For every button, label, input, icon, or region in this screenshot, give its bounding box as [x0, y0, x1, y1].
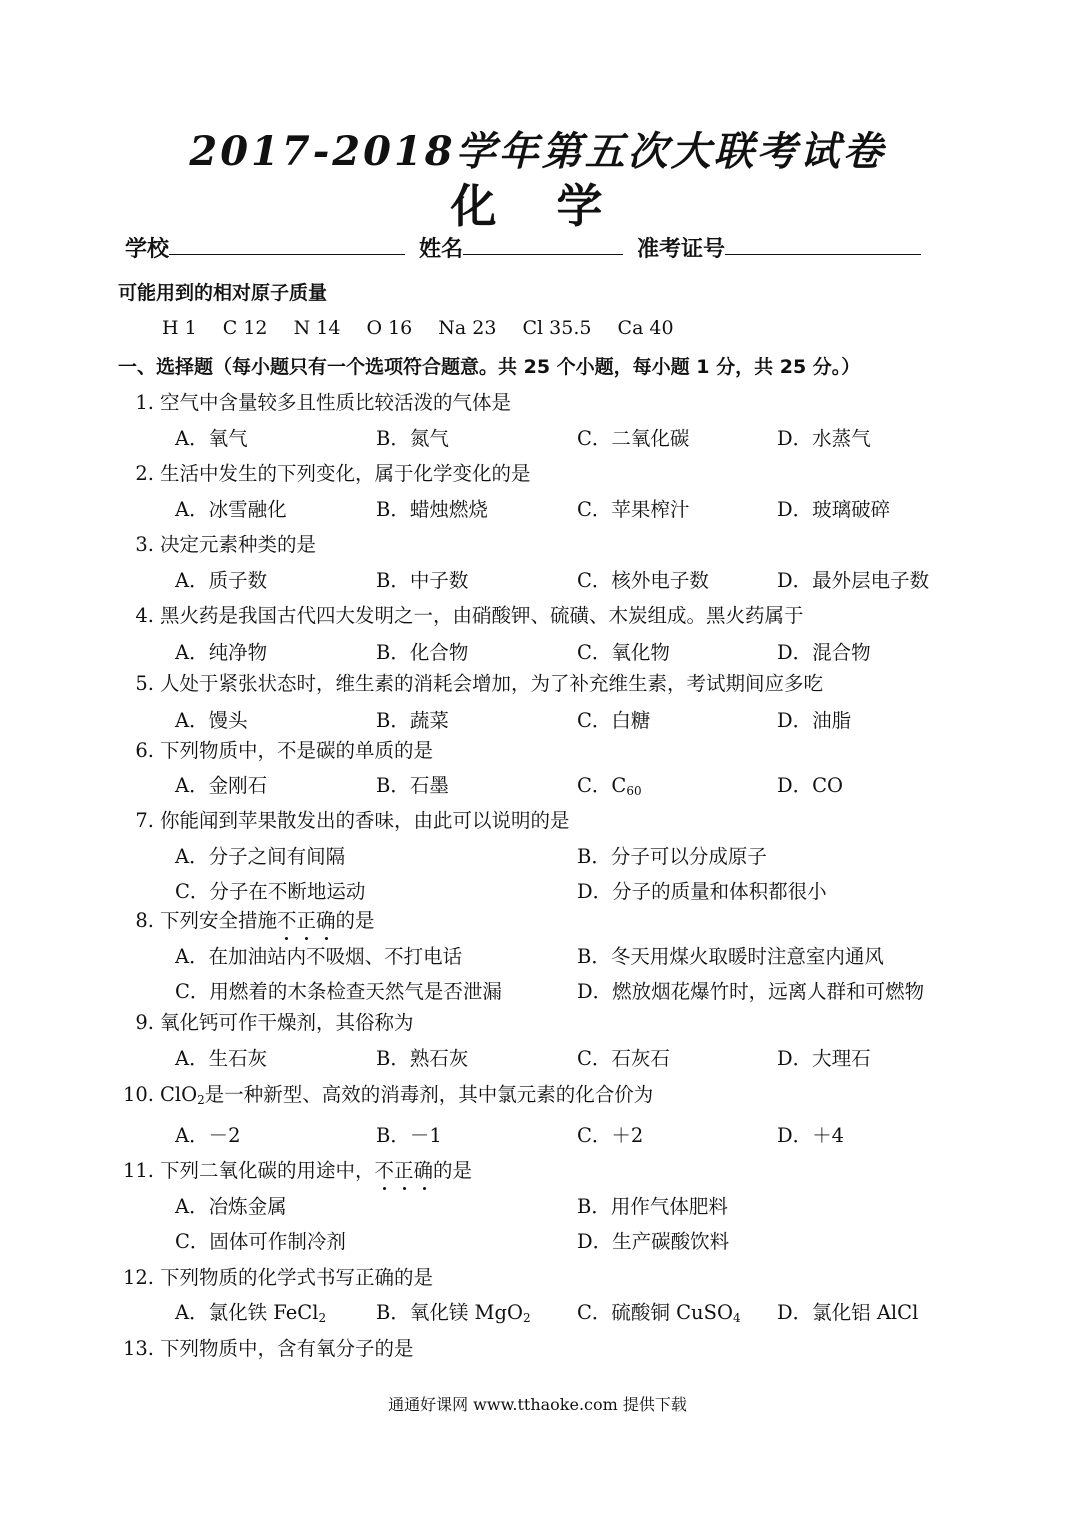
emphasis-dot	[285, 937, 288, 940]
question-text: 下列物质中，不是碳的单质的是	[160, 739, 434, 762]
question-stem	[110, 458, 531, 486]
option: C．固体可作制冷剂	[175, 1230, 346, 1253]
option: C．石灰石	[577, 1047, 670, 1070]
option: A．氧气	[175, 427, 248, 450]
atomic-mass-heading: 可能用到的相对原子质量	[118, 282, 328, 304]
subscript: 2	[318, 1311, 327, 1325]
question-text: 下列二氧化碳的用途中，	[160, 1159, 375, 1182]
option: D．燃放烟花爆竹时，远离人群和可燃物	[577, 980, 925, 1003]
name-label: 姓名	[419, 237, 464, 262]
option: B．化合物	[376, 641, 469, 664]
exam-title: 2017-2018学年第五次大联考试卷	[189, 128, 886, 175]
question-stem	[110, 905, 375, 933]
option: C．白糖	[577, 709, 651, 732]
option: B．蔬菜	[376, 709, 449, 732]
option: D．水蒸气	[777, 427, 871, 450]
option: D．油脂	[777, 709, 852, 732]
question-text: 你能闻到苹果散发出的香味，由此可以说明的是	[160, 809, 570, 832]
option: B．用作气体肥料	[577, 1195, 728, 1218]
question-text: 氧化钙可作干燥剂，其俗称为	[160, 1011, 414, 1034]
question-text: 的是	[335, 909, 375, 932]
option: A．纯净物	[175, 641, 268, 664]
emphasis-dot	[325, 937, 328, 940]
atomic-mass-item: O 16	[366, 317, 413, 339]
question-stem	[110, 1079, 653, 1107]
option: C．用燃着的木条检查天然气是否泄漏	[175, 980, 502, 1003]
subscript: 4	[732, 1311, 741, 1325]
emphasized-text	[375, 1159, 434, 1182]
option-text: C．硫酸铜 CuSO	[577, 1301, 733, 1324]
atomic-mass-item: N 14	[293, 317, 341, 339]
exam-id-label: 准考证号	[637, 237, 726, 262]
option: B．石墨	[376, 774, 449, 797]
subscript: 2	[522, 1311, 531, 1325]
atomic-mass-item: Ca 40	[617, 317, 674, 339]
option: A．－2	[175, 1124, 241, 1147]
atomic-mass-item: Na 23	[438, 317, 497, 339]
option: A．冶炼金属	[175, 1195, 287, 1218]
emphasized-text	[277, 909, 336, 932]
option: B．氮气	[376, 427, 449, 450]
option	[577, 770, 642, 798]
option-text: A．氯化铁 FeCl	[175, 1301, 319, 1324]
question-text: 下列物质中，含有氧分子的是	[160, 1337, 414, 1360]
question-text: 下列物质的化学式书写正确的是	[160, 1266, 434, 1289]
question-number: 10.	[122, 1083, 154, 1106]
emphasis-dot	[305, 937, 308, 940]
school-blank[interactable]	[169, 232, 405, 255]
option-text: B．氧化镁 MgO	[376, 1301, 523, 1324]
atomic-mass-list	[162, 317, 694, 339]
question-number: 13.	[122, 1337, 154, 1360]
option: C．氧化物	[577, 641, 670, 664]
question-text: 空气中含量较多且性质比较活泼的气体是	[160, 391, 512, 414]
question-text: 生活中发生的下列变化，属于化学变化的是	[160, 462, 531, 485]
question-number: 7.	[135, 809, 154, 832]
question-stem	[110, 529, 316, 557]
option: A．在加油站内不吸烟、不打电话	[175, 945, 463, 968]
emphasis-text: 不正确	[374, 1159, 434, 1182]
question-number: 8.	[135, 909, 154, 932]
option: A．质子数	[175, 569, 268, 592]
option: D．生产碳酸饮料	[577, 1230, 730, 1253]
option: C．苹果榨汁	[577, 498, 690, 521]
question-number: 5.	[135, 672, 154, 695]
option: D．CO	[777, 774, 844, 797]
option	[376, 1297, 531, 1325]
question-number: 9.	[135, 1011, 154, 1034]
question-text: 的是	[433, 1159, 473, 1182]
atomic-mass-item: C 12	[222, 317, 268, 339]
option: C．分子在不断地运动	[175, 880, 366, 903]
option: A．冰雪融化	[175, 498, 287, 521]
option: B．熟石灰	[376, 1047, 469, 1070]
question-text: 人处于紧张状态时，维生素的消耗会增加，为了补充维生素，考试期间应多吃	[160, 672, 824, 695]
question-number: 6.	[135, 739, 154, 762]
question-number: 11.	[122, 1159, 154, 1182]
option: A．金刚石	[175, 774, 268, 797]
question-stem	[110, 600, 804, 628]
section-heading: 一、选择题（每小题只有一个选项符合题意。共 25 个小题，每小题 1 分，共 25 分。）	[118, 356, 861, 378]
option: B．中子数	[376, 569, 469, 592]
option: D．＋4	[777, 1124, 845, 1147]
question-stem	[110, 1007, 414, 1035]
question-text: 决定元素种类的是	[160, 533, 317, 556]
question-stem	[110, 805, 570, 833]
question-text: 黑火药是我国古代四大发明之一，由硝酸钾、硫磺、木炭组成。黑火药属于	[160, 604, 804, 627]
question-number: 12.	[122, 1266, 154, 1289]
emphasis-text: 不正确	[277, 909, 336, 932]
formula-text: ClO	[160, 1083, 198, 1106]
option: C．二氧化碳	[577, 427, 690, 450]
option: A．馒头	[175, 709, 248, 732]
option: B．－1	[376, 1124, 442, 1147]
option: D．混合物	[777, 641, 871, 664]
question-number: 3.	[135, 533, 154, 556]
question-number: 2.	[135, 462, 154, 485]
option: B．分子可以分成原子	[577, 845, 767, 868]
option: D．玻璃破碎	[777, 498, 891, 521]
option	[175, 1297, 326, 1325]
question-text: 下列安全措施	[160, 909, 278, 932]
question-stem	[110, 1333, 414, 1361]
emphasis-dot	[403, 1187, 406, 1190]
question-number: 4.	[135, 604, 154, 627]
question-text: 是一种新型、高效的消毒剂，其中氯元素的化合价为	[204, 1083, 654, 1106]
option: D．最外层电子数	[777, 569, 930, 592]
question-stem	[110, 668, 823, 696]
option: D．大理石	[777, 1047, 871, 1070]
option: C．核外电子数	[577, 569, 709, 592]
page-footer: 通通好课网 www.tthaoke.com 提供下载	[388, 1395, 687, 1414]
option-text: C．C	[577, 774, 627, 797]
subscript: 60	[626, 784, 642, 798]
subject-title: 化 学	[450, 179, 625, 233]
question-stem	[110, 1262, 433, 1290]
student-info-line	[125, 232, 935, 263]
option: D．分子的质量和体积都很小	[577, 880, 827, 903]
school-label: 学校	[125, 237, 170, 262]
question-stem	[110, 387, 511, 415]
option	[577, 1297, 741, 1325]
exam-id-blank[interactable]	[725, 232, 921, 255]
option: B．冬天用煤火取暖时注意室内通风	[577, 945, 884, 968]
subscript: 2	[197, 1093, 205, 1107]
option: B．蜡烛燃烧	[376, 498, 488, 521]
atomic-mass-item: H 1	[162, 317, 197, 339]
option: C．＋2	[577, 1124, 644, 1147]
option: A．分子之间有间隔	[175, 845, 346, 868]
question-stem	[110, 1155, 472, 1183]
name-blank[interactable]	[463, 232, 623, 255]
option: A．生石灰	[175, 1047, 268, 1070]
question-stem	[110, 735, 433, 763]
option: D．氯化铝 AlCl	[777, 1301, 919, 1324]
emphasis-dot	[383, 1187, 386, 1190]
question-number: 1.	[135, 391, 154, 414]
emphasis-dot	[423, 1187, 426, 1190]
atomic-mass-item: Cl 35.5	[522, 317, 592, 339]
